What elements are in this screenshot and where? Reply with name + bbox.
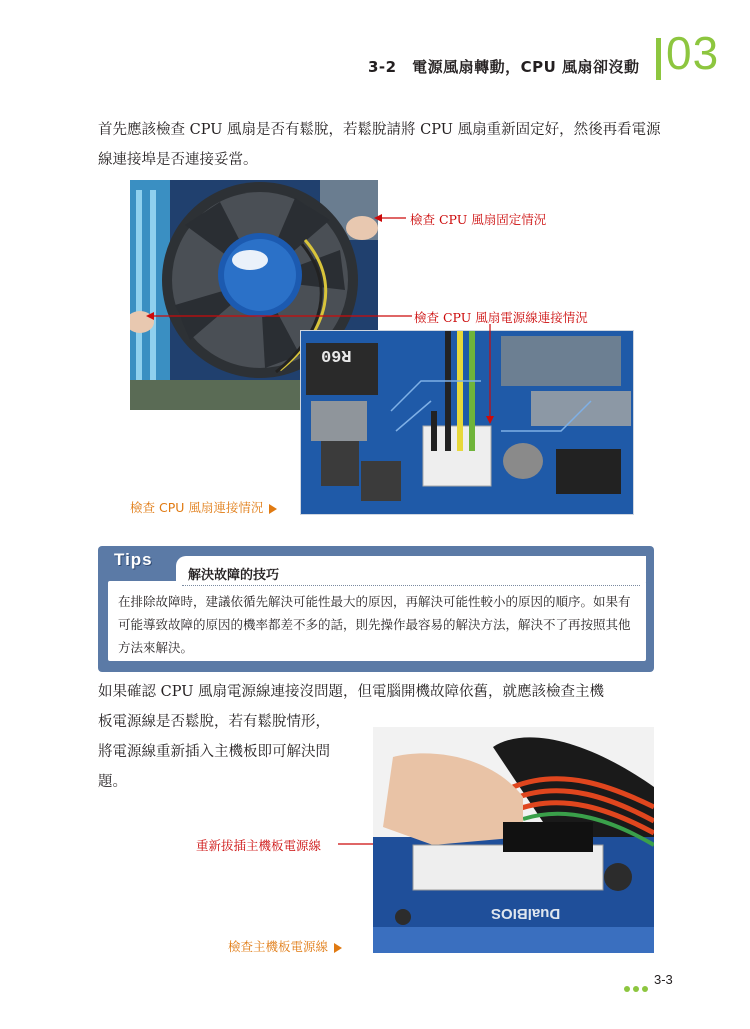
- caption-arrow-icon: [269, 504, 277, 514]
- paragraph2-line3: 將電源線重新插入主機板即可解決問: [98, 744, 330, 760]
- photo1-caption: [130, 498, 277, 516]
- section-title: 3-2 電源風扇轉動，CPU 風扇卻沒動: [368, 58, 640, 76]
- photo2-caption: [228, 937, 342, 955]
- fan-connector-photo: [300, 330, 634, 515]
- photo1-caption-text: 檢查 CPU 風扇連接情況: [130, 500, 264, 515]
- tips-title: 解決故障的技巧: [188, 568, 280, 583]
- board-label-r60: R60: [321, 345, 352, 364]
- header-divider: [656, 38, 661, 80]
- page-number: 3-3: [654, 972, 673, 987]
- paragraph2-line1: 如果確認 CPU 風扇電源線連接沒問題，但電腦開機故障依舊，就應該檢查主機: [98, 684, 605, 700]
- paragraph2-line4: 題。: [98, 774, 127, 790]
- footer-dots-icon: [624, 977, 651, 996]
- paragraph2-line2: 板電源線是否鬆脫，若有鬆脫情形，: [98, 714, 330, 730]
- tips-divider: [182, 585, 640, 586]
- callout-replug-power: 重新拔插主機板電源線: [196, 838, 322, 853]
- callout-fan-power: 檢查 CPU 風扇電源線連接情況: [414, 310, 588, 325]
- callout-fan-fixed: 檢查 CPU 風扇固定情況: [410, 212, 547, 227]
- tips-label: Tips: [114, 550, 153, 569]
- chapter-number: 03: [666, 27, 720, 79]
- tips-body: 在排除故障時，建議依循先解決可能性最大的原因，再解決可能性較小的原因的順序。如果有可能導致故障的原因的機率都差不多的話，則先操作最容易的解決方法，解決不了再按照其他方法來解決。: [118, 594, 631, 655]
- caption-arrow-icon: [334, 943, 342, 953]
- photo2-caption-text: 檢查主機板電源線: [228, 939, 329, 954]
- motherboard-power-photo: [373, 727, 654, 953]
- board-text-dualbios: DualBIOS: [491, 905, 561, 922]
- intro-paragraph: 首先應該檢查 CPU 風扇是否有鬆脫，若鬆脫請將 CPU 風扇重新固定好，然後再看電源線連接埠是否連接妥當。: [98, 122, 661, 168]
